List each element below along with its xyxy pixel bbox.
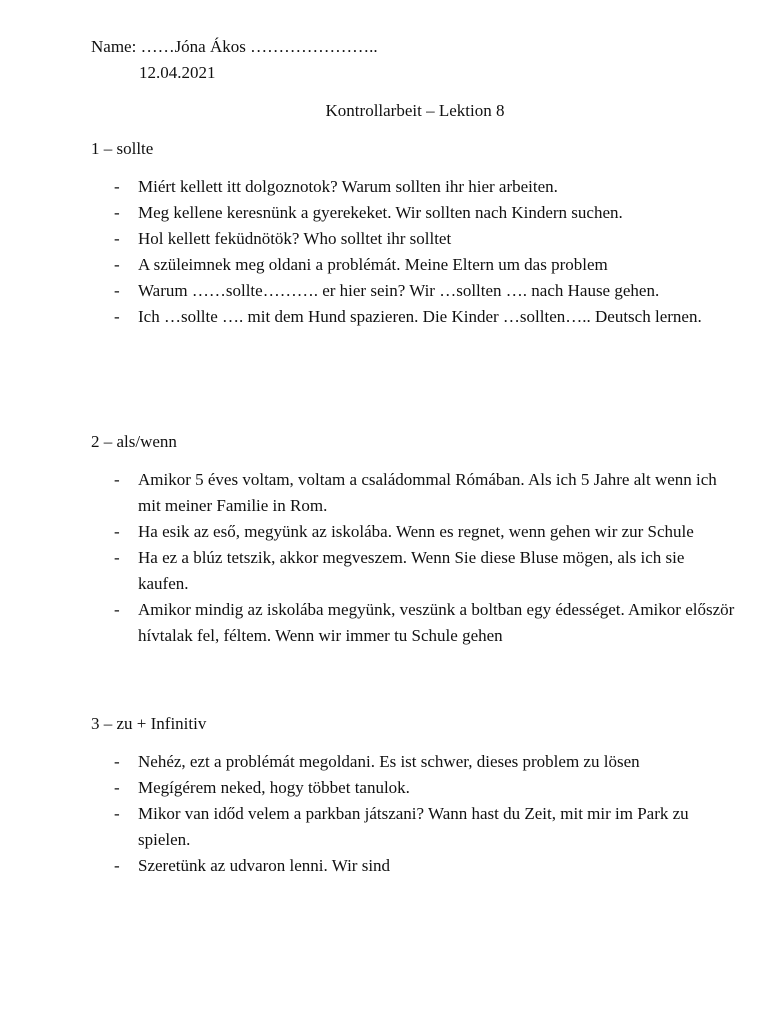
list-item: - Amikor 5 éves voltam, voltam a családommal Rómában. Als ich 5 Jahre alt wenn ich mit meiner Familie in Rom. [0, 467, 738, 519]
page-title: Kontrollarbeit – Lektion 8 [325, 101, 505, 120]
section-heading-2: 2 – als/wenn [91, 432, 177, 451]
list-item: - Nehéz, ezt a problémát megoldani. Es ist schwer, dieses problem zu lösen [0, 749, 738, 775]
section-heading-1: 1 – sollte [91, 139, 154, 158]
name-line: Name: ……Jóna Ákos ………………….. [91, 37, 378, 56]
bullet-dash: - [114, 856, 120, 875]
list-item: - Ha ez a blúz tetszik, akkor megveszem. Wenn Sie diese Bluse mögen, als ich sie kaufen. [0, 545, 738, 597]
list-item: - Szeretünk az udvaron lenni. Wir sind [0, 853, 738, 879]
list-item: - Hol kellett feküdnötök? Who solltet ihr solltet [0, 226, 738, 252]
list-item: - Amikor mindig az iskolába megyünk, veszünk a boltban egy édességet. Amikor először hívtalak fel, féltem. Wenn wir immer tu Schule gehen [0, 597, 738, 649]
bullet-dash: - [114, 752, 120, 771]
list-item: - Miért kellett itt dolgoznotok? Warum sollten ihr hier arbeiten. [0, 174, 738, 200]
bullet-dash: - [114, 255, 120, 274]
section-2-list [0, 467, 738, 649]
list-item: - Warum ……sollte………. er hier sein? Wir …sollten …. nach Hause gehen. [0, 278, 738, 304]
list-item: - Ich …sollte …. mit dem Hund spazieren. Die Kinder …sollten….. Deutsch lernen. [0, 304, 738, 330]
date: 12.04.2021 [139, 63, 216, 82]
list-item: - Megígérem neked, hogy többet tanulok. [0, 775, 738, 801]
bullet-dash: - [114, 281, 120, 300]
bullet-dash: - [114, 522, 120, 541]
list-item: - A szüleimnek meg oldani a problémát. Meine Eltern um das problem [0, 252, 738, 278]
bullet-dash: - [114, 229, 120, 248]
bullet-dash: - [114, 470, 120, 489]
list-item: - Mikor van időd velem a parkban játszani? Wann hast du Zeit, mit mir im Park zu spielen. [0, 801, 738, 853]
list-item: - Ha esik az eső, megyünk az iskolába. Wenn es regnet, wenn gehen wir zur Schule [0, 519, 738, 545]
bullet-dash: - [114, 778, 120, 797]
bullet-dash: - [114, 600, 120, 619]
section-3-list [0, 749, 738, 879]
bullet-dash: - [114, 548, 120, 567]
bullet-dash: - [114, 804, 120, 823]
bullet-dash: - [114, 177, 120, 196]
bullet-dash: - [114, 203, 120, 222]
bullet-dash: - [114, 307, 120, 326]
section-heading-3: 3 – zu + Infinitiv [91, 714, 207, 733]
list-item: - Meg kellene keresnünk a gyerekeket. Wir sollten nach Kindern suchen. [0, 200, 738, 226]
section-1-list [0, 174, 738, 330]
